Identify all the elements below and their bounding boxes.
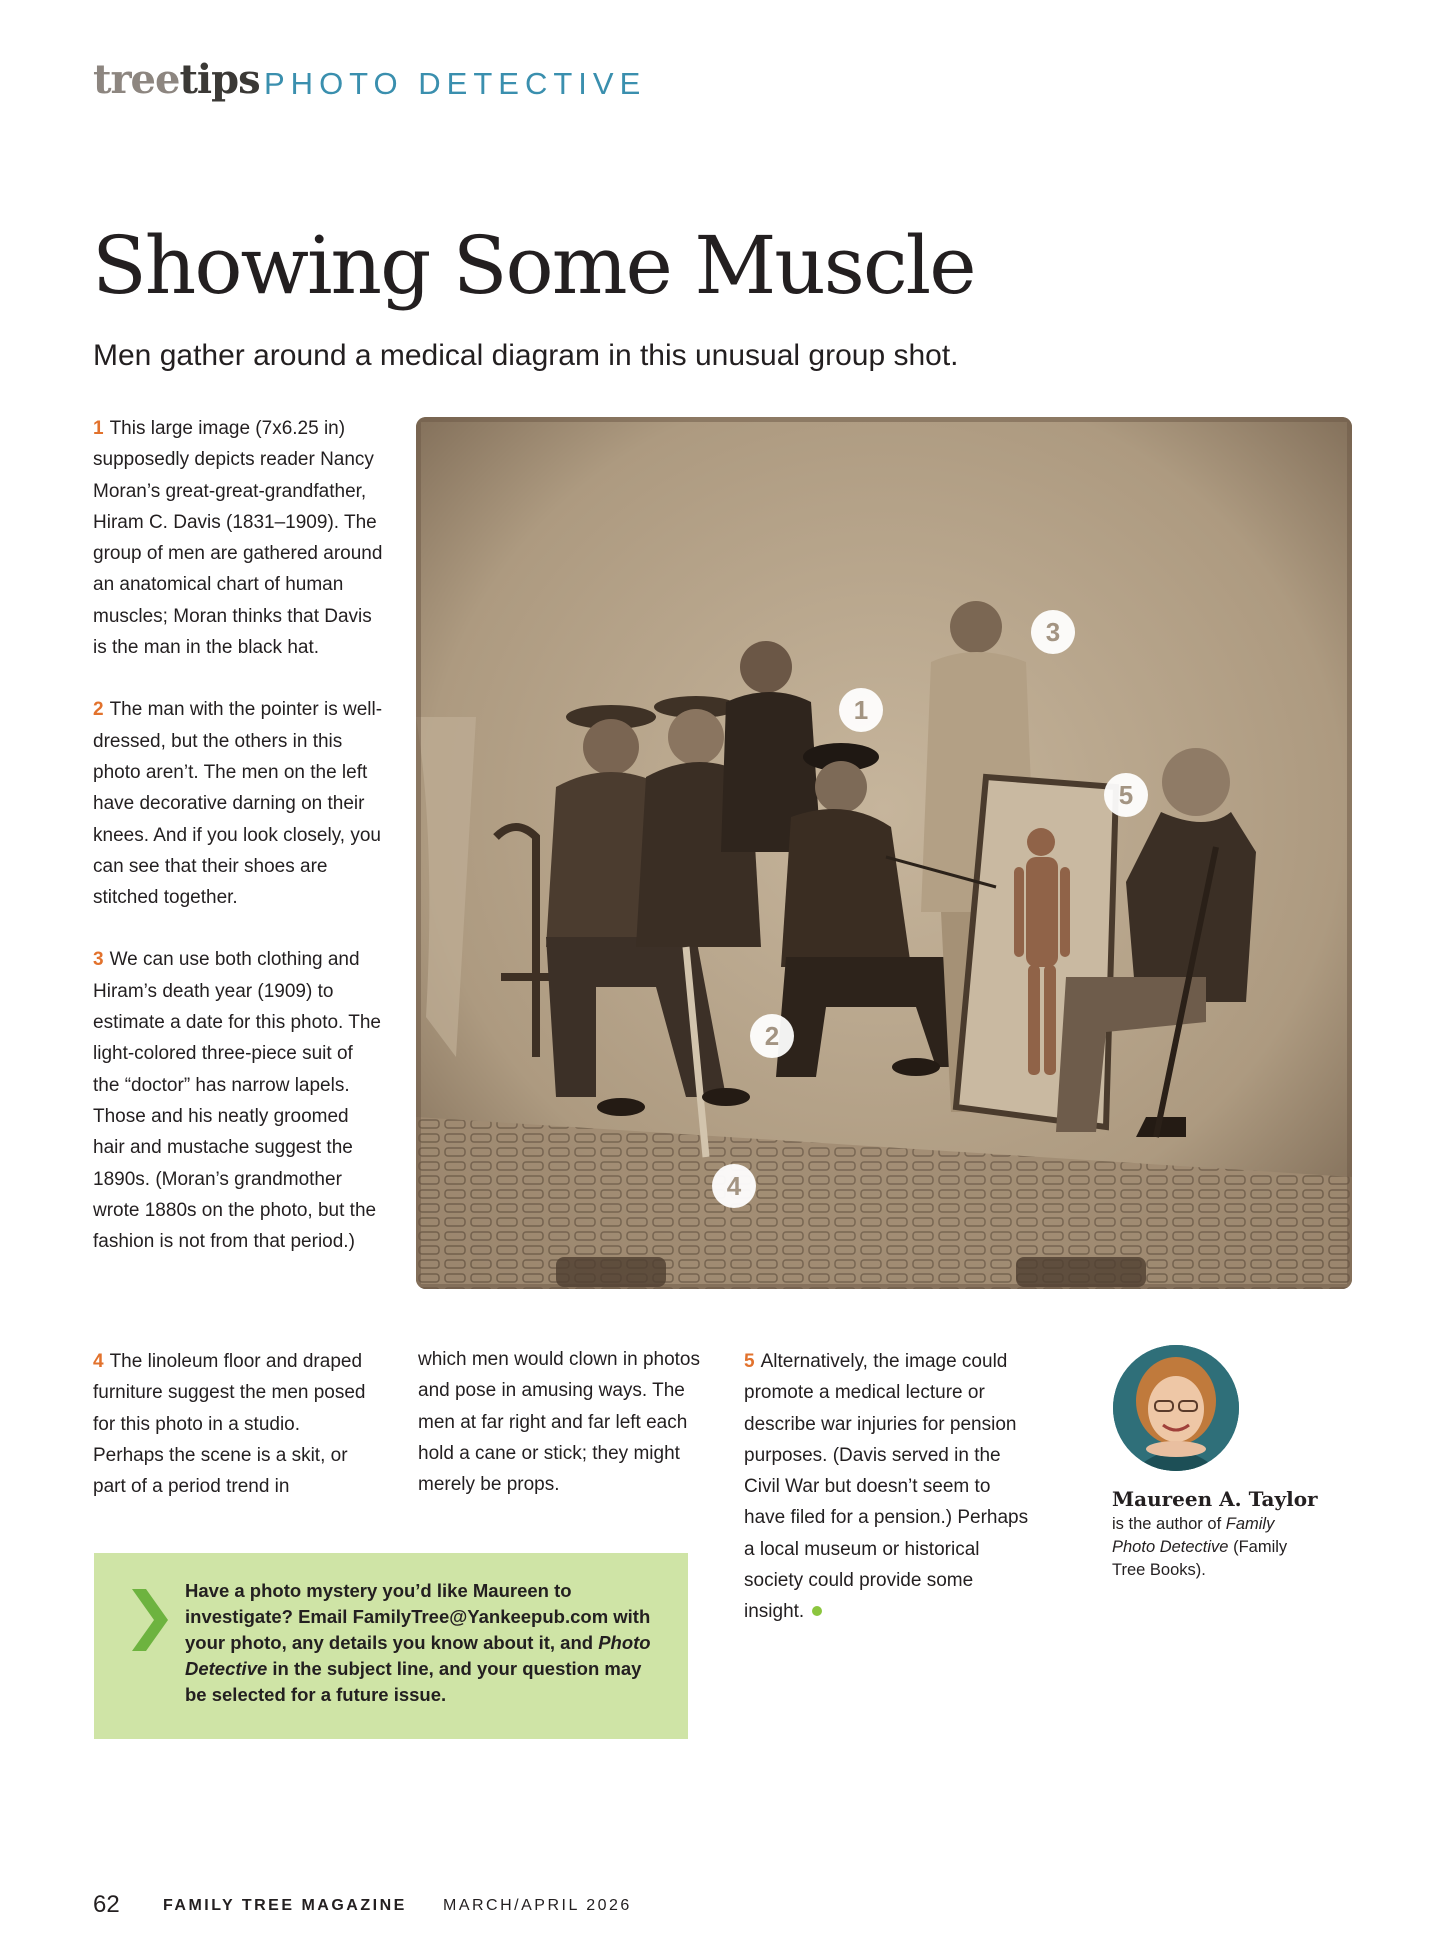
point-text: This large image (7x6.25 in) supposedly depicts reader Nancy Moran’s great-great-grandfather, Hiram C. Davis (1831–1909). The group of men are gathered around an anatomical chart of human muscles; Moran thinks that Davis is the man in the black hat. <box>93 418 383 659</box>
point-4-continued: which men would clown in photos and pose in amusing ways. The men at far right and far left each hold a cane or stick; they might merely be props. <box>418 1349 700 1496</box>
callout-text-lead: Have a photo mystery you’d like Maureen to investigate? Email FamilyTree@Yankeepub.com with your photo, any details you know about it, and <box>185 1580 651 1653</box>
section-label: PHOTO DETECTIVE <box>264 66 647 101</box>
submission-callout <box>94 1553 688 1739</box>
author-name: Maureen A. Taylor <box>1112 1487 1318 1511</box>
historical-photo <box>416 417 1352 1289</box>
magazine-name: FAMILY TREE MAGAZINE <box>163 1897 407 1914</box>
point-number: 4 <box>93 1351 104 1372</box>
photo-marker-5: 5 <box>1104 773 1148 817</box>
photo-marker-3: 3 <box>1031 610 1075 654</box>
end-mark-icon <box>812 1606 822 1616</box>
point-3 <box>93 944 383 1257</box>
photo-illustration <box>416 417 1352 1289</box>
point-1 <box>93 413 383 663</box>
point-4 <box>93 1346 373 1502</box>
point-text: The linoleum floor and draped furniture suggest the men posed for this photo in a studio. Perhaps the scene is a skit, or part of a period trend in <box>93 1351 366 1498</box>
photo-marker-1: 1 <box>839 688 883 732</box>
point-number: 3 <box>93 949 104 971</box>
photo-marker-4: 4 <box>712 1164 756 1208</box>
callout-text-tail: in the subject line, and your question may be selected for a future issue. <box>185 1658 642 1705</box>
callout-text <box>185 1578 665 1708</box>
article-title: Showing Some Muscle <box>92 219 975 312</box>
page-number: 62 <box>93 1891 120 1918</box>
point-text: Alternatively, the image could promote a medical lecture or describe war injuries for pension purposes. (Davis served in the Civil War but doesn’t seem to have filed for a pension.) Perhaps a local museum or historical society could provide some insight. <box>744 1351 1029 1623</box>
article-deck: Men gather around a medical diagram in this unusual group shot. <box>93 339 959 372</box>
point-number: 2 <box>93 699 104 721</box>
author-bio-lead: is the author of <box>1112 1515 1226 1533</box>
left-column <box>93 413 383 1288</box>
author-avatar <box>1113 1345 1239 1471</box>
brand-tips: tips <box>179 56 260 103</box>
point-text: The man with the pointer is well-dressed, but the others in this photo aren’t. The men on the left have decorative darning on their knees. And if you look closely, you can see that their shoes are stitched together. <box>93 699 383 909</box>
author-bio-tail: (Family Tree Books). <box>1112 1538 1288 1579</box>
issue-date: MARCH/APRIL 2026 <box>443 1897 632 1914</box>
author-bio <box>1112 1513 1322 1582</box>
point-number: 1 <box>93 418 104 439</box>
point-2 <box>93 694 383 913</box>
chevron-right-icon <box>132 1589 168 1651</box>
callout-emphasis: Photo Detective <box>185 1632 651 1679</box>
photo-marker-2: 2 <box>750 1014 794 1058</box>
brand-logo <box>93 56 260 104</box>
author-book-title: Family Photo Detective <box>1112 1515 1275 1556</box>
point-5 <box>744 1346 1029 1628</box>
point-text: We can use both clothing and Hiram’s death year (1909) to estimate a date for this photo. The light-colored three-piece suit of the “doctor” has narrow lapels. Those and his neatly groomed hair and mustache suggest the 1890s. (Moran’s grandmother wrote 1880s on the photo, but the fashion is not from that period.) <box>93 949 381 1253</box>
point-number: 5 <box>744 1351 755 1372</box>
brand-tree: tree <box>93 56 180 103</box>
